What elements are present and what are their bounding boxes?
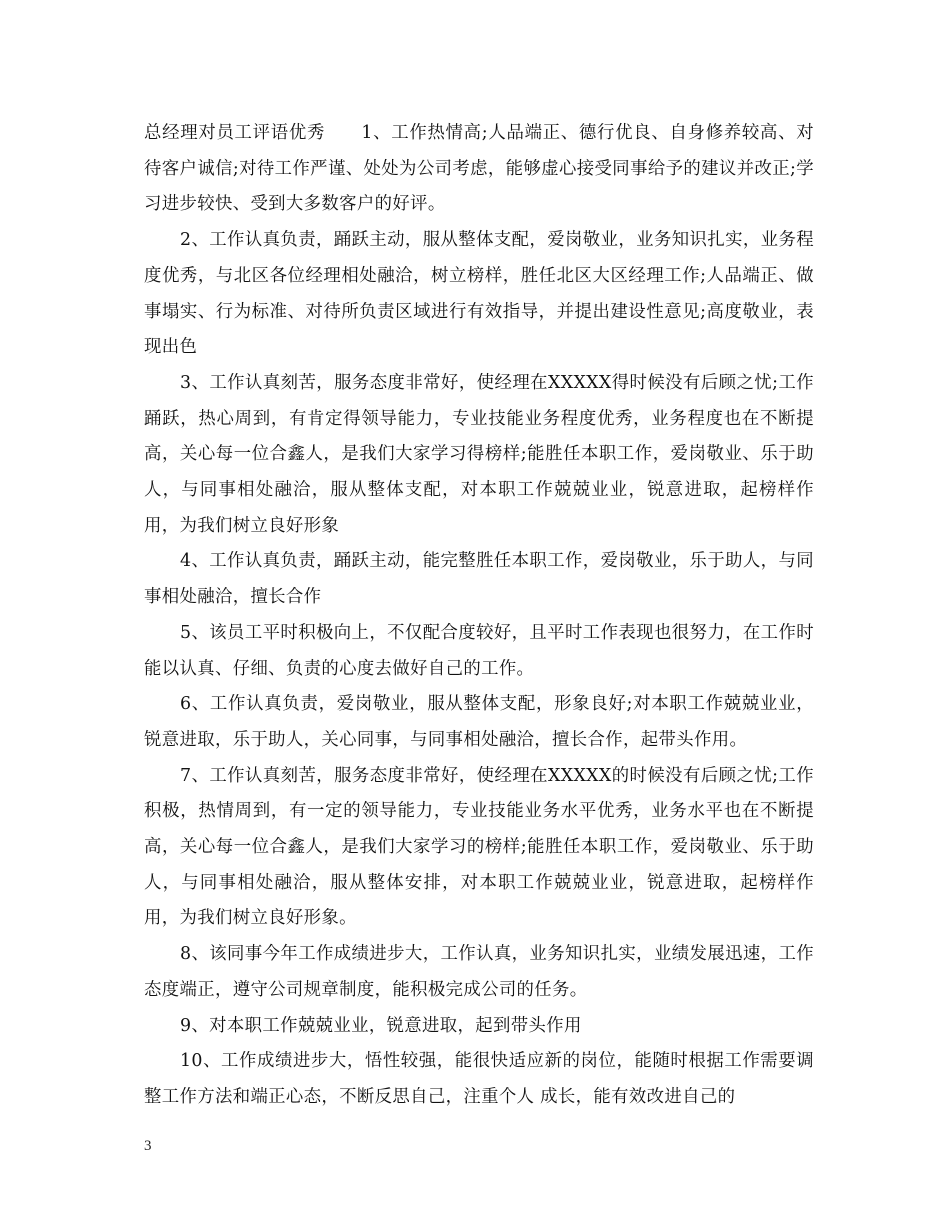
paragraph-5: 5、该员工平时积极向上，不仅配合度较好，且平时工作表现也很努力，在工作时能以认真、仔细、负责的心度去做好自己的工作。: [144, 622, 814, 679]
paragraph-9: 9、对本职工作兢兢业业，锐意进取，起到带头作用: [180, 1015, 582, 1036]
paragraph-3: 3、工作认真刻苦，服务态度非常好，使经理在XXXXX得时候没有后顾之忧;工作踊跃，热心周到，有肯定得领导能力，专业技能业务程度优秀，业务程度也在不断提高，关心每一位合鑫人，是我们大家学习得榜样;能胜任本职工作，爱岗敬业、乐于助人，与同事相处融洽，服从整体支配，对本职工作兢兢业业，锐意进取，起榜样作用，为我们树立良好形象: [144, 372, 814, 536]
paragraph-6: 6、工作认真负责，爱岗敬业，服从整体支配，形象良好;对本职工作兢兢业业，锐意进取，乐于助人，关心同事，与同事相处融洽，擅长合作，起带头作用。: [144, 694, 814, 750]
paragraph-10: 10、工作成绩进步大，悟性较强，能很快适应新的岗位，能随时根据工作需要调整工作方法和端正心态，不断反思自己，注重个人 成长，能有效改进自己的: [144, 1051, 814, 1107]
paragraph-8: 8、该同事今年工作成绩进步大，工作认真，业务知识扎实，业绩发展迅速，工作态度端正，遵守公司规章制度，能积极完成公司的任务。: [144, 944, 814, 1000]
paragraph-2: 2、工作认真负责，踊跃主动，服从整体支配，爱岗敬业，业务知识扎实，业务程度优秀，与北区各位经理相处融洽，树立榜样，胜任北区大区经理工作;人品端正、做事塌实、行为标准、对待所负责区域进行有效指导，并提出建设性意见;高度敬业，表现出色: [144, 230, 814, 358]
page-number: 3: [144, 1138, 152, 1154]
document-body: [144, 116, 814, 1116]
paragraph-4: 4、工作认真负责，踊跃主动，能完整胜任本职工作，爱岗敬业，乐于助人，与同事相处融洽，擅长合作: [144, 551, 814, 608]
paragraph-7: 7、工作认真刻苦，服务态度非常好，使经理在XXXXX的时候没有后顾之忧;工作积极，热情周到，有一定的领导能力，专业技能业务水平优秀，业务水平也在不断提高，关心每一位合鑫人，是我们大家学习的榜样;能胜任本职工作，爱岗敬业、乐于助人，与同事相处融洽，服从整体安排，对本职工作兢兢业业，锐意进取，起榜样作用，为我们树立良好形象。: [144, 765, 814, 929]
paragraph-1: 总经理对员工评语优秀 1、工作热情高;人品端正、德行优良、自身修养较高、对待客户诚信;对待工作严谨、处处为公司考虑，能够虚心接受同事给予的建议并改正;学习进步较快、受到大多数客户的好评。: [144, 123, 814, 215]
